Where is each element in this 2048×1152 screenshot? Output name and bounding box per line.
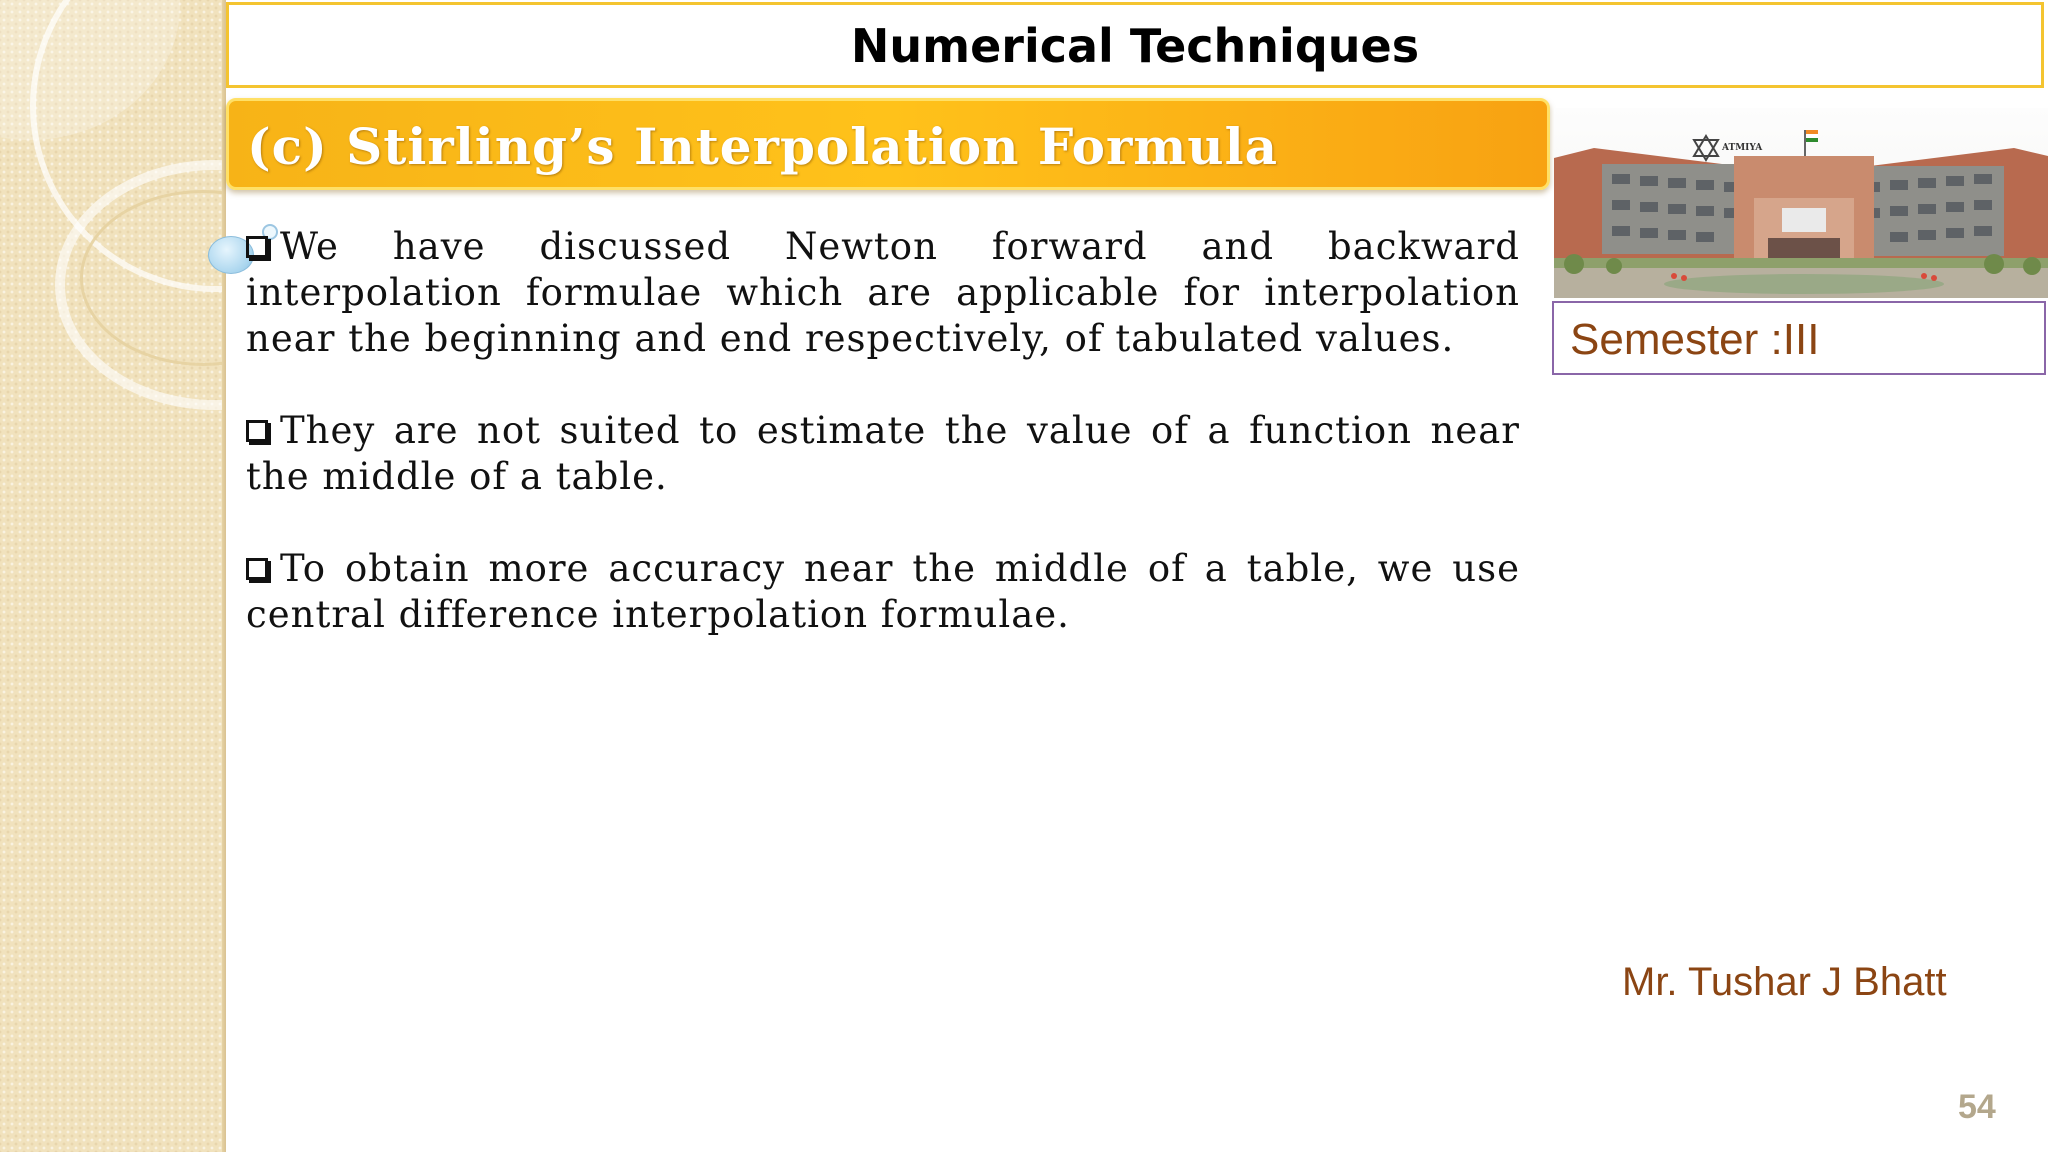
bullet-item — [246, 408, 1520, 500]
logo-text: ATMIYA — [1722, 143, 1763, 153]
decorative-left-strip — [0, 0, 226, 1152]
checkbox-bullet-icon — [246, 236, 268, 258]
semester-box — [1552, 301, 2046, 375]
page-number: 54 — [1958, 1088, 1996, 1126]
bullet-text: To obtain more accuracy near the middle of a table, we use central difference interpolation formulae. — [246, 547, 1520, 636]
slide-header-title: Numerical Techniques — [850, 19, 1420, 73]
section-banner — [226, 98, 1550, 190]
bullet-text: They are not suited to estimate the value of a function near the middle of a table. — [246, 409, 1520, 498]
section-title: (c) Stirling’s Interpolation Formula — [247, 117, 1278, 176]
bullet-item — [246, 546, 1520, 638]
header-bar — [226, 2, 2044, 88]
slide-content — [246, 224, 1520, 684]
campus-photo-illustration — [1554, 108, 2048, 298]
checkbox-bullet-icon — [246, 558, 268, 580]
campus-building-photo — [1554, 108, 2048, 298]
bullet-item — [246, 224, 1520, 362]
bullet-text: We have discussed Newton forward and backward interpolation formulae which are applicable for interpolation near the beginning and end respectively, of tabulated values. — [246, 225, 1520, 360]
semester-label: Semester :III — [1570, 315, 1820, 364]
author-name: Mr. Tushar J Bhatt — [1622, 960, 1947, 1004]
checkbox-bullet-icon — [246, 420, 268, 442]
